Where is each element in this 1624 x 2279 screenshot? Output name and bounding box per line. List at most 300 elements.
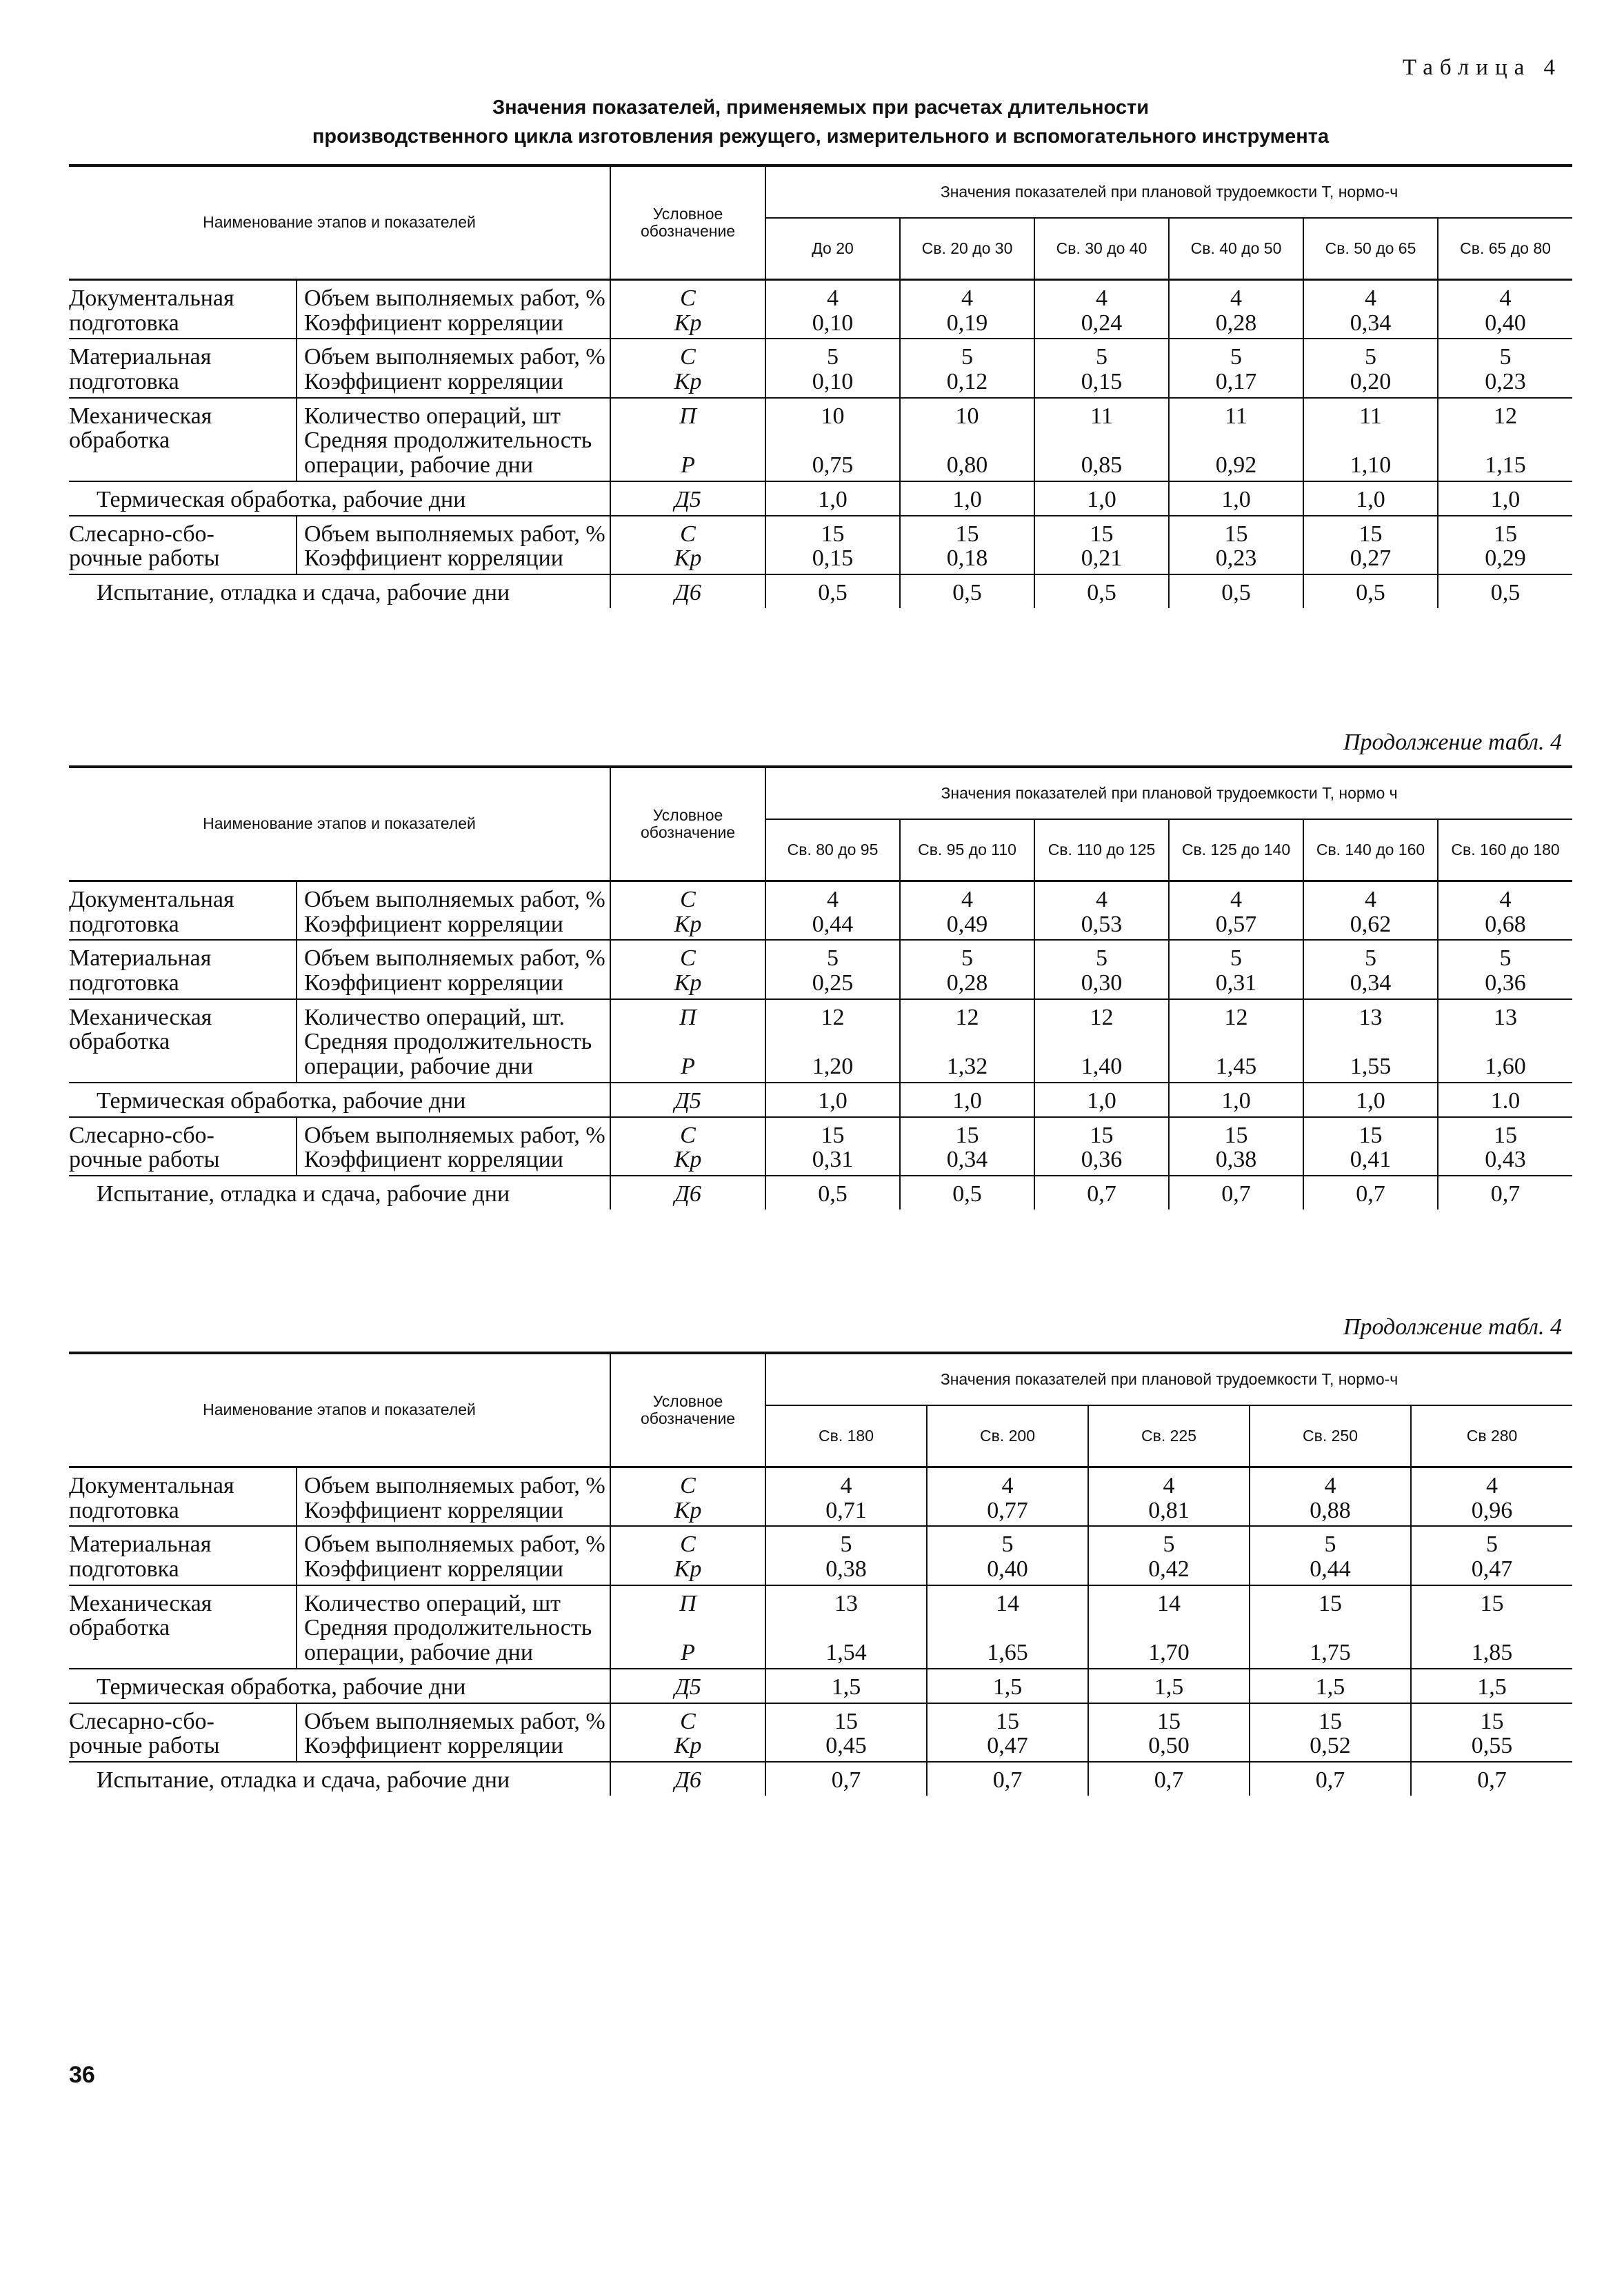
value-cell — [765, 1703, 927, 1762]
indicator-name-line: Количество операций, шт — [304, 1590, 561, 1616]
value-cell — [765, 1526, 927, 1585]
value-line: 5 — [1163, 1532, 1175, 1558]
value-line: 5 — [1486, 1532, 1498, 1558]
value-line: 0,44 — [812, 911, 854, 937]
row-symbols — [610, 1467, 765, 1527]
value-line: 12 — [1224, 1004, 1248, 1030]
value-line: 11 — [1090, 403, 1113, 429]
value-cell: 0,5 — [1169, 574, 1303, 608]
stage-name — [69, 398, 297, 481]
value-line: 0,31 — [812, 1147, 854, 1173]
header-stage-name: Наименование этапов и показателей — [69, 767, 610, 881]
table-row-fit — [69, 1703, 1572, 1762]
value-line — [901, 1030, 1033, 1054]
value-cell: 1,0 — [1438, 481, 1572, 516]
value-line: 4 — [840, 1473, 852, 1498]
value-line: 0,68 — [1485, 911, 1526, 937]
value-cell: 1,0 — [1303, 1083, 1438, 1117]
value-cell — [1250, 1703, 1411, 1762]
indicator-name-line: Коэффициент корреляции — [304, 1497, 563, 1523]
column-header-range: Св. 20 до 30 — [900, 218, 1034, 280]
value-line: 5 — [1230, 945, 1243, 972]
indicator-names — [297, 1585, 610, 1669]
stage-name-line: подготовка — [69, 310, 179, 336]
value-cell — [1034, 1117, 1169, 1176]
stage-name — [69, 339, 297, 397]
value-line: 13 — [1359, 1004, 1383, 1030]
stage-name-line: Материальная — [69, 344, 212, 370]
value-line — [767, 1030, 899, 1054]
value-line — [1439, 1030, 1572, 1054]
column-header-range: Св. 250 — [1250, 1405, 1411, 1467]
stage-name-line: рочные работы — [69, 1733, 220, 1759]
table-row-mat — [69, 339, 1572, 397]
value-line: 0,25 — [812, 970, 854, 996]
value-line: 15 — [955, 1122, 979, 1148]
table-row-doc — [69, 881, 1572, 941]
header-symbol: Условное обозначение — [610, 767, 765, 881]
value-line: 5 — [1365, 945, 1377, 972]
value-line — [928, 1616, 1087, 1640]
table-row-mech — [69, 999, 1572, 1083]
table-caption-line1: Значения показателей, применяемых при расчетах длительности — [492, 97, 1150, 119]
column-header-range: Св. 125 до 140 — [1169, 819, 1303, 881]
row-symbols — [610, 398, 765, 481]
stage-name-line: обработка — [69, 1615, 170, 1641]
stage-name-line: Механическая — [69, 1004, 212, 1030]
value-line: 0,80 — [946, 452, 988, 479]
header-symbol: Условное обозначение — [610, 1353, 765, 1467]
symbol-line: C — [680, 285, 696, 311]
value-cell — [900, 881, 1034, 941]
value-line: 5 — [1096, 344, 1108, 370]
indicator-name-line: Коэффициент корреляции — [304, 1556, 563, 1583]
table-row-fit — [69, 1117, 1572, 1176]
value-cell: 1,0 — [765, 481, 900, 516]
value-line: 1,55 — [1350, 1054, 1392, 1080]
symbol-line: Kp — [674, 970, 702, 996]
value-line: 4 — [1230, 887, 1243, 912]
indicator-name-line: Средняя продолжительность — [304, 428, 592, 454]
value-cell — [1250, 1467, 1411, 1527]
value-line: 0,15 — [1081, 369, 1123, 395]
value-line: 5 — [1499, 945, 1512, 972]
value-line: 15 — [1157, 1708, 1181, 1734]
value-cell: 1.0 — [1438, 1083, 1572, 1117]
value-cell — [765, 881, 900, 941]
value-line — [1090, 1616, 1248, 1640]
value-line: 1,40 — [1081, 1054, 1123, 1080]
value-cell — [1438, 999, 1572, 1083]
header-stage-name: Наименование этапов и показателей — [69, 1353, 610, 1467]
value-cell — [765, 999, 900, 1083]
value-line: 0,49 — [946, 911, 988, 937]
value-line: 13 — [834, 1590, 859, 1616]
indicator-table-1 — [69, 164, 1572, 608]
indicator-table-3 — [69, 1352, 1572, 1796]
value-line: 14 — [996, 1590, 1020, 1616]
stage-name-line: Материальная — [69, 1532, 212, 1558]
value-line: 0,77 — [987, 1497, 1028, 1523]
column-header-range: Св. 110 до 125 — [1034, 819, 1169, 881]
value-line: 0,12 — [946, 369, 988, 395]
value-cell — [1438, 280, 1572, 339]
value-cell: 0,5 — [765, 1176, 900, 1209]
table-row-mech — [69, 398, 1572, 481]
stage-name — [69, 940, 297, 998]
symbol-line: C — [680, 1122, 696, 1148]
row-label: Испытание, отладка и сдача, рабочие дни — [97, 579, 510, 605]
value-cell — [1303, 398, 1438, 481]
value-cell — [1438, 339, 1572, 397]
value-cell: 0,5 — [900, 574, 1034, 608]
column-header-range: Св. 200 — [927, 1405, 1088, 1467]
value-cell — [1411, 1467, 1572, 1527]
value-cell — [1169, 1117, 1303, 1176]
stage-name-line: Механическая — [69, 1590, 212, 1616]
value-line — [901, 428, 1033, 453]
value-cell — [1169, 339, 1303, 397]
value-line: 0,81 — [1148, 1497, 1190, 1523]
indicator-name-line: Коэффициент корреляции — [304, 970, 563, 996]
stage-name-line: Документальная — [69, 285, 234, 311]
value-line — [767, 428, 899, 453]
header-value-group: Значения показателей при плановой трудоемкости T, нормо-ч — [765, 1353, 1572, 1405]
value-line: 0,38 — [825, 1556, 867, 1583]
value-line: 12 — [955, 1004, 979, 1030]
table-row-mat — [69, 1526, 1572, 1585]
value-cell — [1303, 999, 1438, 1083]
value-cell: 0,5 — [1303, 574, 1438, 608]
value-cell — [1438, 398, 1572, 481]
row-label: Испытание, отладка и сдача, рабочие дни — [97, 1767, 510, 1793]
value-line: 1,60 — [1485, 1054, 1526, 1080]
row-symbol: Д6 — [610, 1762, 765, 1796]
value-line: 0,18 — [946, 545, 988, 572]
value-line: 4 — [827, 285, 839, 311]
header-stage-name: Наименование этапов и показателей — [69, 165, 610, 280]
stage-name-line: подготовка — [69, 1556, 179, 1583]
value-line: 0,38 — [1215, 1147, 1257, 1173]
value-line: 4 — [1230, 285, 1243, 311]
value-line — [1251, 1616, 1410, 1640]
indicator-name-line: Объем выполняемых работ, % — [304, 521, 605, 547]
stage-name-line: обработка — [69, 428, 170, 454]
value-cell: 1,5 — [765, 1669, 927, 1703]
value-cell: 0,5 — [1034, 574, 1169, 608]
value-line: 0,62 — [1350, 911, 1392, 937]
value-cell — [1303, 881, 1438, 941]
symbol-line: C — [680, 344, 696, 370]
value-line: 1,54 — [825, 1640, 867, 1666]
value-line: 15 — [1319, 1590, 1343, 1616]
value-line — [1036, 428, 1167, 453]
value-line: 15 — [1494, 1122, 1518, 1148]
value-line: 0,40 — [1485, 310, 1526, 336]
stage-name-line: Механическая — [69, 403, 212, 429]
value-line — [1170, 1030, 1302, 1054]
symbol-line: Kp — [674, 369, 702, 395]
row-label: Термическая обработка, рабочие дни — [69, 481, 610, 516]
row-symbol: Д5 — [610, 1083, 765, 1117]
column-header-range: Св. 40 до 50 — [1169, 218, 1303, 280]
value-line — [1412, 1616, 1572, 1640]
value-line: 0,41 — [1350, 1147, 1392, 1173]
symbol-line: Kp — [674, 310, 702, 336]
value-line: 0,23 — [1215, 545, 1257, 572]
column-header-range: Св. 80 до 95 — [765, 819, 900, 881]
indicator-name-line: Объем выполняемых работ, % — [304, 1122, 605, 1148]
value-cell — [765, 1585, 927, 1669]
value-cell — [1411, 1526, 1572, 1585]
table-row-mat — [69, 940, 1572, 998]
indicator-name-line: Объем выполняемых работ, % — [304, 285, 605, 311]
value-cell — [1303, 280, 1438, 339]
row-symbols — [610, 881, 765, 941]
indicator-name-line: операции, рабочие дни — [304, 1640, 534, 1666]
column-header-range: До 20 — [765, 218, 900, 280]
table-row-fit — [69, 516, 1572, 574]
indicator-names — [297, 398, 610, 481]
value-line: 5 — [1324, 1532, 1336, 1558]
table-row-mech — [69, 1585, 1572, 1669]
value-cell: 1,0 — [900, 1083, 1034, 1117]
symbol-line: C — [680, 887, 696, 912]
value-cell: 0,7 — [1169, 1176, 1303, 1209]
value-line: 0,40 — [987, 1556, 1028, 1583]
column-header-range: Св. 30 до 40 — [1034, 218, 1169, 280]
value-cell — [900, 398, 1034, 481]
value-cell: 0,5 — [1490, 579, 1521, 605]
value-line: 5 — [827, 945, 839, 972]
table-row-test — [69, 1176, 1572, 1209]
value-cell — [900, 1117, 1034, 1176]
value-line: 15 — [1494, 521, 1518, 547]
table-row-test — [69, 574, 1572, 608]
table-number-label: Таблица 4 — [1402, 55, 1562, 80]
value-line — [1305, 428, 1436, 453]
symbol-line: П — [679, 1590, 696, 1616]
value-line: 1,65 — [987, 1640, 1028, 1666]
value-cell: 0,7 — [927, 1762, 1088, 1796]
indicator-name-line: операции, рабочие дни — [304, 1054, 534, 1080]
value-cell — [1303, 516, 1438, 574]
header-value-group: Значения показателей при плановой трудоемкости T, нормо ч — [765, 767, 1572, 819]
value-line: 0,27 — [1350, 545, 1392, 572]
indicator-names — [297, 1117, 610, 1176]
row-label: Испытание, отладка и сдача, рабочие дни — [97, 1181, 510, 1207]
row-symbols — [610, 339, 765, 397]
indicator-name-line: Коэффициент корреляции — [304, 911, 563, 937]
symbol-line: C — [680, 945, 696, 972]
stage-name-line: рочные работы — [69, 1147, 220, 1173]
value-line: 0,34 — [946, 1147, 988, 1173]
symbol-line: П — [679, 403, 696, 429]
stage-name — [69, 1526, 297, 1585]
value-line: 1,70 — [1148, 1640, 1190, 1666]
value-line: 4 — [1096, 887, 1108, 912]
table-row-test — [69, 1762, 1572, 1796]
table-caption-line2: производственного цикла изготовления режущего, измерительного и вспомогательного инструмента — [312, 126, 1330, 148]
value-cell — [1169, 881, 1303, 941]
row-symbols — [610, 940, 765, 998]
value-line — [767, 1616, 925, 1640]
stage-name-line: рочные работы — [69, 545, 220, 572]
value-line — [1170, 428, 1302, 453]
value-line: 0,44 — [1310, 1556, 1351, 1583]
value-cell: 0,7 — [765, 1762, 927, 1796]
page-number: 36 — [69, 2062, 95, 2088]
value-line — [1036, 1030, 1167, 1054]
row-symbols — [610, 999, 765, 1083]
symbol-line: Kp — [674, 1497, 702, 1523]
indicator-name-line: Объем выполняемых работ, % — [304, 1532, 605, 1558]
value-line: 0,19 — [946, 310, 988, 336]
value-cell — [1169, 940, 1303, 998]
row-symbols — [610, 1585, 765, 1669]
row-symbol: Д6 — [610, 1176, 765, 1209]
value-cell — [765, 516, 900, 574]
value-cell: 1,0 — [1303, 481, 1438, 516]
value-line: 0,17 — [1215, 369, 1257, 395]
stage-name — [69, 1467, 297, 1527]
value-line: 15 — [821, 1122, 845, 1148]
value-cell: 1,5 — [1250, 1669, 1411, 1703]
value-cell: 0,7 — [1088, 1762, 1250, 1796]
value-cell — [1303, 339, 1438, 397]
value-cell: 1,0 — [1034, 1083, 1169, 1117]
stage-name-line: Слесарно-сбо- — [69, 521, 214, 547]
value-line: 0,24 — [1081, 310, 1123, 336]
column-header-range: Св. 140 до 160 — [1303, 819, 1438, 881]
symbol-line: Kp — [674, 545, 702, 572]
stage-name — [69, 1703, 297, 1762]
value-cell — [1411, 1585, 1572, 1669]
indicator-name-line: Коэффициент корреляции — [304, 1147, 563, 1173]
symbol-line — [612, 1030, 764, 1054]
value-cell — [1088, 1526, 1250, 1585]
value-cell — [765, 1467, 927, 1527]
indicator-name-line: Объем выполняемых работ, % — [304, 1473, 605, 1498]
value-line: 4 — [1001, 1473, 1014, 1498]
value-line: 15 — [955, 521, 979, 547]
value-cell — [1303, 940, 1438, 998]
value-line: 0,45 — [825, 1733, 867, 1759]
symbol-line: Kp — [674, 1147, 702, 1173]
value-line: 0,30 — [1081, 970, 1123, 996]
indicator-names — [297, 1467, 610, 1527]
value-cell — [1250, 1526, 1411, 1585]
row-symbols — [610, 1526, 765, 1585]
indicator-names — [297, 516, 610, 574]
value-cell: 0,7 — [1250, 1762, 1411, 1796]
indicator-name-line: операции, рабочие дни — [304, 452, 534, 479]
stage-name-line: обработка — [69, 1029, 170, 1055]
value-line: 15 — [996, 1708, 1020, 1734]
value-cell — [1034, 398, 1169, 481]
stage-name — [69, 516, 297, 574]
value-line: 15 — [1359, 521, 1383, 547]
indicator-names — [297, 1703, 610, 1762]
value-line: 10 — [821, 403, 845, 429]
value-line: 15 — [1319, 1708, 1343, 1734]
value-line: 15 — [1090, 1122, 1114, 1148]
value-cell: 0,7 — [1034, 1176, 1169, 1209]
value-cell — [1169, 280, 1303, 339]
value-line: 0,50 — [1148, 1733, 1190, 1759]
indicator-names — [297, 1526, 610, 1585]
row-symbols — [610, 1117, 765, 1176]
table-row-therm — [69, 1083, 1572, 1117]
value-line: 15 — [1359, 1122, 1383, 1148]
value-line: 4 — [1486, 1473, 1498, 1498]
value-line: 12 — [1494, 403, 1518, 429]
value-cell — [1438, 1117, 1572, 1176]
value-cell — [765, 940, 900, 998]
value-line: 15 — [1480, 1590, 1504, 1616]
table-row-therm — [69, 481, 1572, 516]
value-cell — [1034, 516, 1169, 574]
value-cell — [1088, 1467, 1250, 1527]
value-cell — [1034, 940, 1169, 998]
symbol-line: C — [680, 1532, 696, 1558]
value-line: 0,43 — [1485, 1147, 1526, 1173]
column-header-range: Св. 225 — [1088, 1405, 1250, 1467]
value-line: 15 — [1090, 521, 1114, 547]
value-line: 4 — [1499, 285, 1512, 311]
value-cell: 1,5 — [1411, 1669, 1572, 1703]
value-line: 1,10 — [1350, 452, 1392, 479]
value-line: 12 — [821, 1004, 845, 1030]
value-cell: 0,5 — [765, 574, 900, 608]
value-line: 4 — [827, 887, 839, 912]
value-line: 10 — [955, 403, 979, 429]
symbol-line: C — [680, 1708, 696, 1734]
column-header-range: Св. 160 до 180 — [1438, 819, 1572, 881]
stage-name — [69, 280, 297, 339]
row-symbol: Д6 — [610, 574, 765, 608]
value-line: 11 — [1225, 403, 1247, 429]
value-cell: 1,0 — [900, 481, 1034, 516]
value-cell — [765, 339, 900, 397]
stage-name-line: Документальная — [69, 887, 234, 912]
value-line: 13 — [1494, 1004, 1518, 1030]
value-line: 0,29 — [1485, 545, 1526, 572]
value-line: 12 — [1090, 1004, 1114, 1030]
value-line: 1,15 — [1485, 452, 1526, 479]
value-line: 0,75 — [812, 452, 854, 479]
indicator-name-line: Количество операций, шт — [304, 403, 561, 429]
value-line: 0,85 — [1081, 452, 1123, 479]
stage-name-line: Слесарно-сбо- — [69, 1122, 214, 1148]
value-line: 4 — [961, 887, 974, 912]
value-line: 5 — [961, 344, 974, 370]
value-cell — [900, 999, 1034, 1083]
value-cell — [927, 1585, 1088, 1669]
value-line: 0,52 — [1310, 1733, 1351, 1759]
value-cell — [765, 398, 900, 481]
value-cell — [1169, 516, 1303, 574]
value-line — [1305, 1030, 1436, 1054]
symbol-line — [612, 1616, 764, 1640]
value-cell: 0,7 — [1490, 1181, 1521, 1207]
indicator-names — [297, 999, 610, 1083]
indicator-name-line: Объем выполняемых работ, % — [304, 344, 605, 370]
value-cell — [927, 1526, 1088, 1585]
value-line: 5 — [1499, 344, 1512, 370]
value-line: 0,10 — [812, 310, 854, 336]
value-line: 4 — [1365, 285, 1377, 311]
